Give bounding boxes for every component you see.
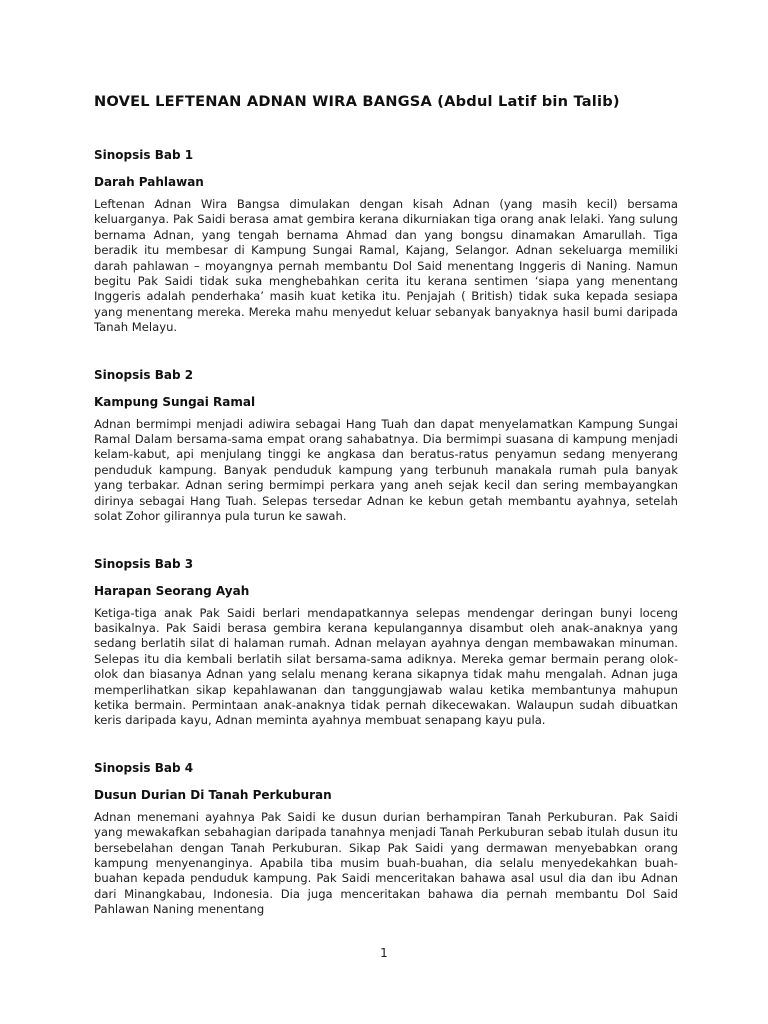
section-subheading: Darah Pahlawan [94, 175, 204, 189]
section-paragraph: Leftenan Adnan Wira Bangsa dimulakan dengan kisah Adnan (yang masih kecil) bersama keluarganya. Pak Saidi berasa amat gembira kerana dikurniakan tiga orang anak lelaki. Yang sulung bernama Adnan, yang tengah bernama Ahmad dan yang bongsu dinamakan Amarullah. Tiga beradik itu membesar di Kampung Sungai Ramal, Kajang, Selangor. Adnan sekeluarga memiliki darah pahlawan – moyangnya pernah membantu Dol Said menentang Inggeris di Naning. Namun begitu Pak Saidi tidak suka menghebahkan cerita itu kerana sentimen ‘siapa yang menentang Inggeris adalah penderhaka’ masih kuat ketika itu. Penjajah ( British) tidak suka kepada sesiapa yang menentang mereka. Mereka mahu menyedut keluar sebanyak banyaknya hasil bumi daripada Tanah Melayu. [94, 197, 678, 335]
section-subheading: Harapan Seorang Ayah [94, 583, 250, 598]
section-paragraph: Adnan bermimpi menjadi adiwira sebagai Hang Tuah dan dapat menyelamatkan Kampung Sungai Ramal Dalam bersama-sama empat orang sahabatnya. Dia bermimpi suasana di kampung menjadi kelam-kabut, api menjulang tinggi ke angkasa dan beratus-ratus penyamun sedang menyerang penduduk kampung. Banyak penduduk kampung yang terbunuh manakala rumah pula banyak yang terbakar. Adnan sering bermimpi perkara yang aneh sejak kecil dan sering membayangkan dirinya sebagai Hang Tuah. Selepas tersedar Adnan ke kebun getah membantu ayahnya, setelah solat Zohor gilirannya pula turun ke sawah. [94, 416, 678, 524]
page-number: 1 [380, 946, 388, 960]
section-subheading: Kampung Sungai Ramal [94, 394, 256, 409]
document-title: NOVEL LEFTENAN ADNAN WIRA BANGSA (Abdul Latif bin Talib) [94, 93, 620, 110]
section-heading: Sinopsis Bab 3 [94, 556, 194, 571]
section-bab-3 [94, 556, 678, 729]
section-heading: Sinopsis Bab 4 [94, 760, 194, 775]
section-bab-1 [94, 147, 678, 336]
section-heading: Sinopsis Bab 2 [94, 367, 194, 382]
section-paragraph: Ketiga-tiga anak Pak Saidi berlari mendapatkannya selepas mendengar deringan bunyi loceng basikalnya. Pak Saidi berasa gembira kerana kepulangannya disambut oleh anak-anaknya yang sedang berlatih silat di halaman rumah. Adnan melayan ayahnya dengan membawakan minuman. Selepas itu dia kembali berlatih silat bersama-sama adiknya. Mereka gemar bermain perang olok-olok dan biasanya Adnan yang selalu menang kerana sikapnya tidak mahu mengalah. Adnan juga memperlihatkan sikap kepahlawanan dan tanggungjawab walau ketika membantunya mahupun ketika bermain. Permintaan anak-anaknya tidak pernah dikecewakan. Walaupun sudah dibuatkan keris daripada kayu, Adnan meminta ayahnya membuat senapang kayu pula. [94, 605, 678, 728]
section-bab-4 [94, 760, 678, 918]
section-paragraph: Adnan menemani ayahnya Pak Saidi ke dusun durian berhampiran Tanah Perkuburan. Pak Saidi yang mewakafkan sebahagian daripada tanahnya menjadi Tanah Perkuburan sebab itulah dusun itu bersebelahan dengan Tanah Perkuburan. Sikap Pak Saidi yang dermawan menyebabkan orang kampung menyenanginya. Apabila tiba musim buah-buahan, dia selalu menyedekahkan buah-buahan kepada penduduk kampung. Pak Saidi menceritakan bahawa asal usul dia dan ibu Adnan dari Minangkabau, Indonesia. Dia juga menceritakan bahawa dia pernah membantu Dol Said Pahlawan Naning menentang [94, 809, 678, 917]
section-bab-2 [94, 367, 678, 525]
section-subheading: Dusun Durian Di Tanah Perkuburan [94, 787, 332, 802]
section-heading: Sinopsis Bab 1 [94, 148, 194, 162]
